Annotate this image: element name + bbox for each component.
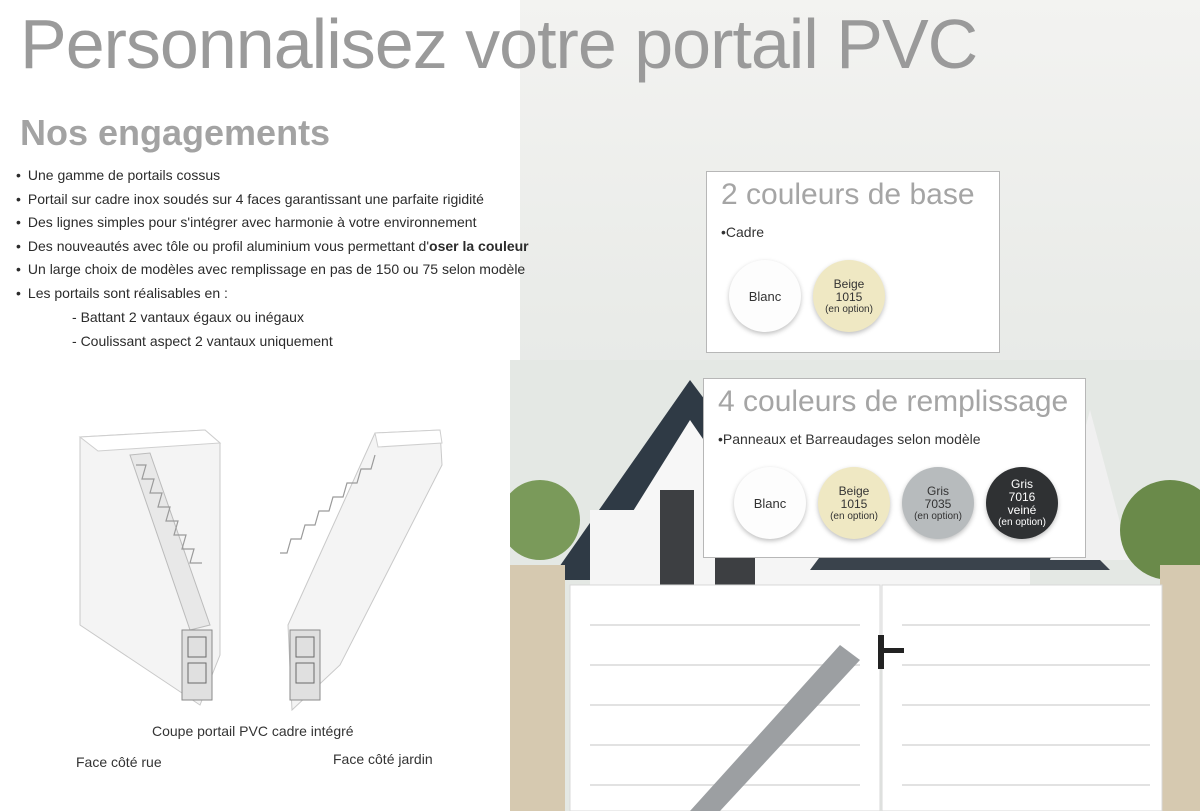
base-colors-card bbox=[706, 171, 1000, 353]
card-title: 2 couleurs de base bbox=[721, 178, 975, 211]
swatch-blanc: Blanc bbox=[729, 260, 801, 332]
fill-colors-card bbox=[703, 378, 1086, 558]
card-title: 4 couleurs de remplissage bbox=[718, 385, 1069, 418]
list-item: • Les portails sont réalisables en : bbox=[16, 282, 529, 306]
list-item: - Battant 2 vantaux égaux ou inégaux bbox=[72, 305, 333, 329]
swatch-gris-7016-veine: Gris 7016 veiné (en option) bbox=[986, 467, 1058, 539]
caption-street-side: Face côté rue bbox=[76, 754, 162, 770]
caption-garden-side: Face côté jardin bbox=[333, 751, 433, 767]
page-title: Personnalisez votre portail PVC bbox=[20, 5, 978, 83]
list-item: • Une gamme de portails cossus bbox=[16, 164, 529, 188]
list-item: • Un large choix de modèles avec remplissage en pas de 150 ou 75 selon modèle bbox=[16, 258, 529, 282]
list-item: • Des nouveautés avec tôle ou profil aluminium vous permettant d'oser la couleur bbox=[16, 235, 529, 259]
swatch-gris-7035: Gris 7035 (en option) bbox=[902, 467, 974, 539]
list-item: - Coulissant aspect 2 vantaux uniquement bbox=[72, 329, 333, 353]
caption-coupe: Coupe portail PVC cadre intégré bbox=[152, 723, 354, 739]
gate-types-list bbox=[72, 305, 333, 353]
list-item: • Portail sur cadre inox soudés sur 4 faces garantissant une parfaite rigidité bbox=[16, 188, 529, 212]
card-subtitle: • Cadre bbox=[721, 224, 764, 240]
list-item: • Des lignes simples pour s'intégrer avec harmonie à votre environnement bbox=[16, 211, 529, 235]
swatch-beige-1015: Beige 1015 (en option) bbox=[813, 260, 885, 332]
engagements-list bbox=[16, 164, 529, 305]
profile-garden-side-image bbox=[280, 425, 450, 715]
profile-street-side-image bbox=[70, 425, 230, 715]
swatch-beige-1015: Beige 1015 (en option) bbox=[818, 467, 890, 539]
section-subtitle: Nos engagements bbox=[20, 112, 331, 153]
highlight-text: oser la couleur bbox=[429, 237, 529, 254]
swatch-blanc: Blanc bbox=[734, 467, 806, 539]
card-subtitle: • Panneaux et Barreaudages selon modèle bbox=[718, 431, 981, 447]
